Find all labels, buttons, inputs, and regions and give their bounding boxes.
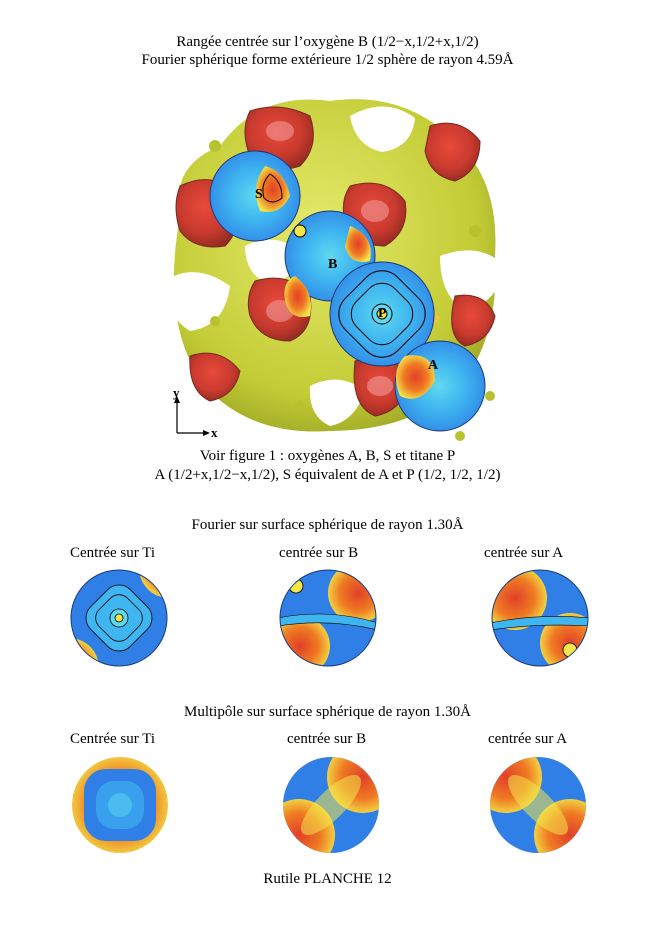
fourier-label-ti: Centrée sur Ti — [70, 545, 156, 561]
figure-title-line1: Rangée centrée sur l’oxygène B (1/2−x,1/2+x,1/2) — [176, 34, 479, 50]
atom-label-b: B — [328, 257, 338, 272]
multipole-map-a — [488, 755, 588, 855]
axis-x-label: x — [211, 425, 218, 440]
multipole-label-a: centrée sur A — [488, 731, 568, 747]
multipole-map-b — [281, 755, 381, 855]
fourier-label-a: centrée sur A — [484, 545, 564, 561]
multipole-map-ti — [70, 755, 170, 855]
fourier-map-a — [490, 568, 590, 668]
fourier-map-b — [278, 568, 378, 668]
multipole-label-b: centrée sur B — [287, 731, 367, 747]
multipole-section-title: Multipôle sur surface sphérique de rayon 1.30Å — [183, 704, 471, 720]
atom-label-s: S — [255, 187, 263, 202]
axis-y-label: y — [173, 385, 180, 400]
fourier-label-b: centrée sur B — [279, 545, 359, 561]
plate-footer: Rutile PLANCHE 12 — [263, 871, 392, 887]
caption-line1: Voir figure 1 : oxygènes A, B, S et titane P — [199, 448, 456, 464]
multipole-label-ti: Centrée sur Ti — [70, 731, 156, 747]
fourier-map-ti — [69, 568, 169, 668]
atom-label-a: A — [428, 358, 439, 373]
caption-line2: A (1/2+x,1/2−x,1/2), S équivalent de A et P (1/2, 1/2, 1/2) — [154, 467, 501, 483]
atom-label-p: P — [378, 306, 387, 321]
figure-title-line2: Fourier sphérique forme extérieure 1/2 sphère de rayon 4.59Å — [141, 52, 514, 68]
fourier-section-title: Fourier sur surface sphérique de rayon 1.30Å — [191, 517, 464, 533]
